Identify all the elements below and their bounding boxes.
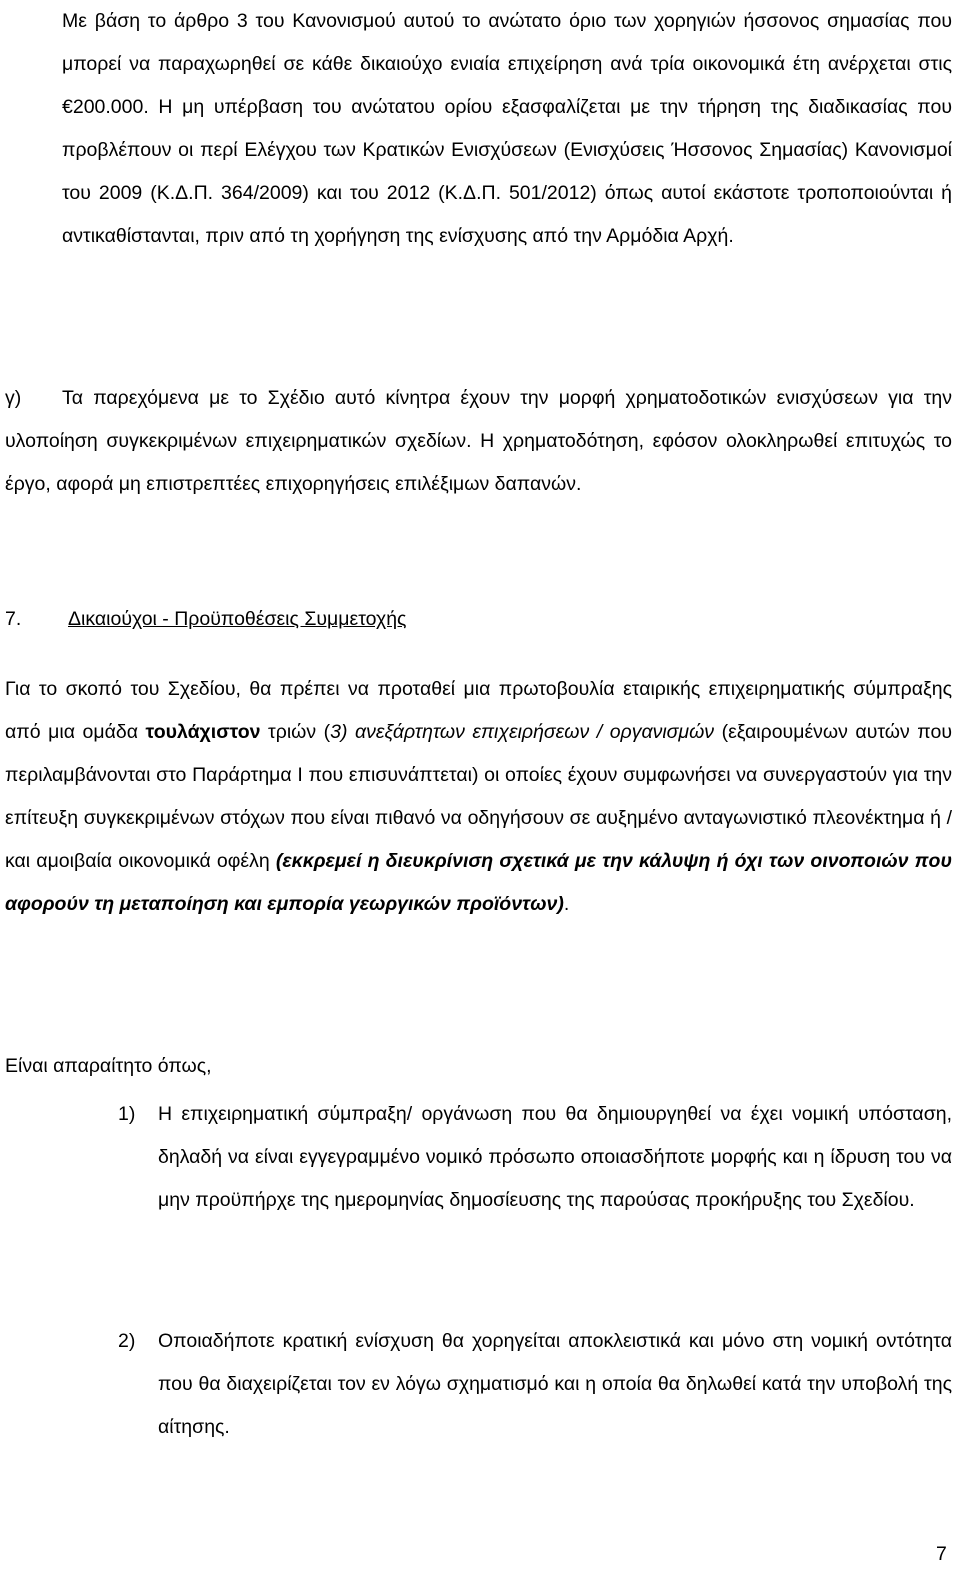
list-item-text: Η επιχειρηματική σύμπραξη/ οργάνωση που θα δημιουργηθεί να έχει νομική υπόσταση, δηλαδή να είναι εγγεγραμμένο νομικό πρόσωπο οποιασδήποτε μορφής και η ίδρυση του να μην προϋπήρχε της ημερομηνίας δημοσίευσης της παρούσας προκήρυξης του Σχεδίου. — [158, 1103, 952, 1211]
list-item — [118, 1093, 952, 1222]
intro-text-4: . — [563, 893, 570, 915]
list-item-text: Οποιαδήποτε κρατική ενίσχυση θα χορηγείται αποκλειστικά και μόνο στη νομική οντότητα που θα διαχειρίζεται τον εν λόγω σχηματισμό και η οποία θα δηλωθεί κατά την υποβολή της αίτησης. — [158, 1330, 952, 1438]
list-item — [118, 1320, 952, 1449]
paragraph-deminimis-limit: Με βάση το άρθρο 3 του Κανονισμού αυτού το ανώτατο όριο των χορηγιών ήσσονος σημασίας που μπορεί να παραχωρηθεί σε κάθε δικαιούχο ενιαία επιχείρηση ανά τρία οικονομικά έτη ανέρχεται στις €200.000. Η μη υπέρβαση του ανώτατου ορίου εξασφαλίζεται με την τήρηση της διαδικασίας που προβλέπουν οι περί Ελέγχου των Κρατικών Ενισχύσεων (Ενισχύσεις Ήσσονος Σημασίας) Κανονισμοί του 2009 (Κ.Δ.Π. 364/2009) και του 2012 (Κ.Δ.Π. 501/2012) όπως αυτοί εκάστοτε τροποποιούνται ή αντικαθίστανται, πριν από τη χορήγηση της ενίσχυσης από την Αρμόδια Αρχή. — [62, 10, 952, 247]
required-intro: Είναι απαραίτητο όπως, — [5, 1055, 212, 1077]
intro-pending-clarification: (εκκρεμεί η διευκρίνιση σχετικά με την κάλυψη ή όχι των οινοποιών που αφορούν τη μεταποίηση και εμπορία γεωργικών προϊόντων) — [5, 850, 952, 915]
list-item-marker: 1) — [118, 1103, 136, 1125]
paragraph-gamma-marker: γ) — [5, 387, 22, 409]
section-heading — [5, 598, 406, 641]
paragraph-intro — [5, 668, 952, 926]
paragraph-gamma-text: Τα παρεχόμενα με το Σχέδιο αυτό κίνητρα έχουν την μορφή χρηματοδοτικών ενισχύσεων για την υλοποίηση συγκεκριμένων επιχειρηματικών σχεδίων. Η χρηματοδότηση, εφόσον ολοκληρωθεί επιτυχώς το έργο, αφορά μη επιστρεπτέες επιχορηγήσεις επιλέξιμων δαπανών. — [5, 387, 952, 495]
intro-italic-independent: 3) ανεξάρτητων επιχειρήσεων / οργανισμών — [330, 721, 715, 743]
section-number: 7. — [5, 608, 22, 630]
section-title: Δικαιούχοι - Προϋποθέσεις Συμμετοχής — [68, 608, 407, 630]
intro-text-1: Για το σκοπό του Σχεδίου, θα πρέπει να προταθεί μια πρωτοβουλία εταιρικής επιχειρηματικής σύμπραξης από μια ομάδα — [5, 678, 952, 743]
page-number: 7 — [936, 1543, 947, 1565]
intro-text-3: (εξαιρουμένων αυτών που περιλαμβάνονται στο Παράρτημα Ι που επισυνάπτεται) οι οποίες έχουν συμφωνήσει να συνεργαστούν για την επίτευξη συγκεκριμένων στόχων που είναι πιθανό να οδηγήσουν σε αυξημένο ανταγωνιστικό πλεονέκτημα ή / και αμοιβαία οικονομικά οφέλη — [5, 721, 952, 872]
intro-bold-at-least: τουλάχιστον — [145, 721, 261, 743]
intro-text-2: τριών ( — [260, 721, 331, 743]
list-item-marker: 2) — [118, 1330, 136, 1352]
paragraph-gamma — [5, 377, 952, 506]
